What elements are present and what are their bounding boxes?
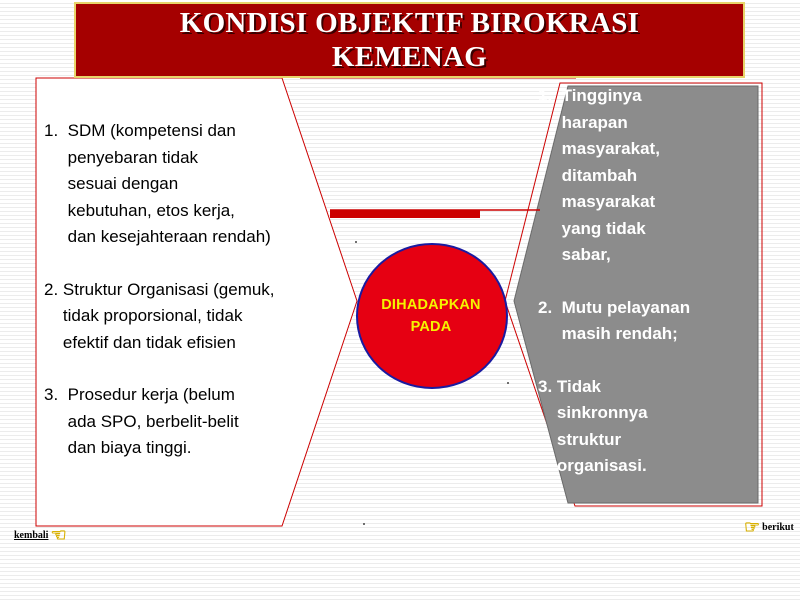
item-text bbox=[562, 83, 660, 269]
right-list bbox=[538, 83, 763, 480]
item-line: masyarakat, bbox=[561, 139, 660, 158]
middle-red-bar bbox=[330, 210, 480, 218]
item-number: 3. bbox=[538, 376, 557, 396]
dot-marker bbox=[363, 523, 365, 525]
item-line: sinkronnya bbox=[556, 403, 648, 422]
back-label[interactable]: kembali bbox=[14, 529, 49, 541]
right-list-item bbox=[538, 295, 763, 348]
item-line: Mutu pelayanan bbox=[561, 297, 691, 317]
item-line: Tidak bbox=[556, 376, 601, 396]
item-line: tidak proporsional, tidak bbox=[62, 306, 243, 325]
item-line: harapan bbox=[561, 112, 628, 132]
item-line: penyebaran tidak bbox=[67, 147, 199, 167]
hand-pointing-right-icon[interactable]: ☞ bbox=[744, 517, 761, 537]
title-bar bbox=[74, 2, 745, 78]
item-number: 2. bbox=[538, 297, 562, 317]
item-line: sesuai dengan bbox=[67, 174, 179, 193]
center-label bbox=[356, 294, 506, 338]
item-text bbox=[557, 374, 648, 480]
item-text bbox=[68, 382, 239, 462]
item-text bbox=[562, 295, 690, 348]
right-list-item bbox=[538, 374, 763, 480]
item-line: masih rendah; bbox=[561, 324, 678, 343]
next-label[interactable]: berikut bbox=[762, 521, 794, 533]
item-line: sabar, bbox=[561, 245, 611, 264]
hand-pointing-left-icon[interactable]: ☜ bbox=[50, 525, 67, 545]
left-list-item bbox=[44, 382, 304, 462]
item-number: 2. bbox=[44, 279, 63, 299]
item-text bbox=[68, 118, 271, 251]
center-label-line-2: PADA bbox=[410, 319, 452, 335]
item-line: ada SPO, berbelit-belit bbox=[67, 411, 239, 431]
item-line: efektif dan tidak efisien bbox=[62, 332, 236, 352]
item-line: Prosedur kerja (belum bbox=[67, 385, 235, 404]
item-number: 1. bbox=[538, 86, 562, 105]
item-line: organisasi. bbox=[556, 456, 647, 475]
left-list-item bbox=[44, 118, 304, 251]
item-line: dan biaya tinggi. bbox=[67, 438, 192, 457]
item-text bbox=[63, 277, 275, 357]
left-list bbox=[44, 118, 304, 462]
next-button[interactable] bbox=[744, 518, 794, 536]
item-line: dan kesejahteraan rendah) bbox=[67, 227, 271, 246]
item-line: struktur bbox=[556, 429, 622, 449]
title-line-1: KONDISI OBJEKTIF BIROKRASI bbox=[179, 7, 640, 39]
item-line: masyarakat bbox=[561, 192, 656, 211]
item-line: SDM (kompetensi dan bbox=[67, 121, 236, 140]
item-line: ditambah bbox=[561, 165, 638, 185]
dot-marker bbox=[507, 382, 509, 384]
center-label-line-1: DIHADAPKAN bbox=[381, 297, 481, 313]
item-line: Struktur Organisasi (gemuk, bbox=[62, 279, 275, 299]
item-number: 1. bbox=[44, 121, 68, 140]
item-line: Tingginya bbox=[561, 86, 642, 105]
item-number: 3. bbox=[44, 385, 68, 404]
back-button[interactable] bbox=[14, 526, 67, 544]
title-line-2: KEMENAG bbox=[331, 41, 488, 73]
dot-marker bbox=[355, 241, 357, 243]
left-list-item bbox=[44, 277, 304, 357]
right-list-item bbox=[538, 83, 763, 269]
item-line: yang tidak bbox=[561, 218, 646, 238]
item-line: kebutuhan, etos kerja, bbox=[67, 200, 235, 220]
